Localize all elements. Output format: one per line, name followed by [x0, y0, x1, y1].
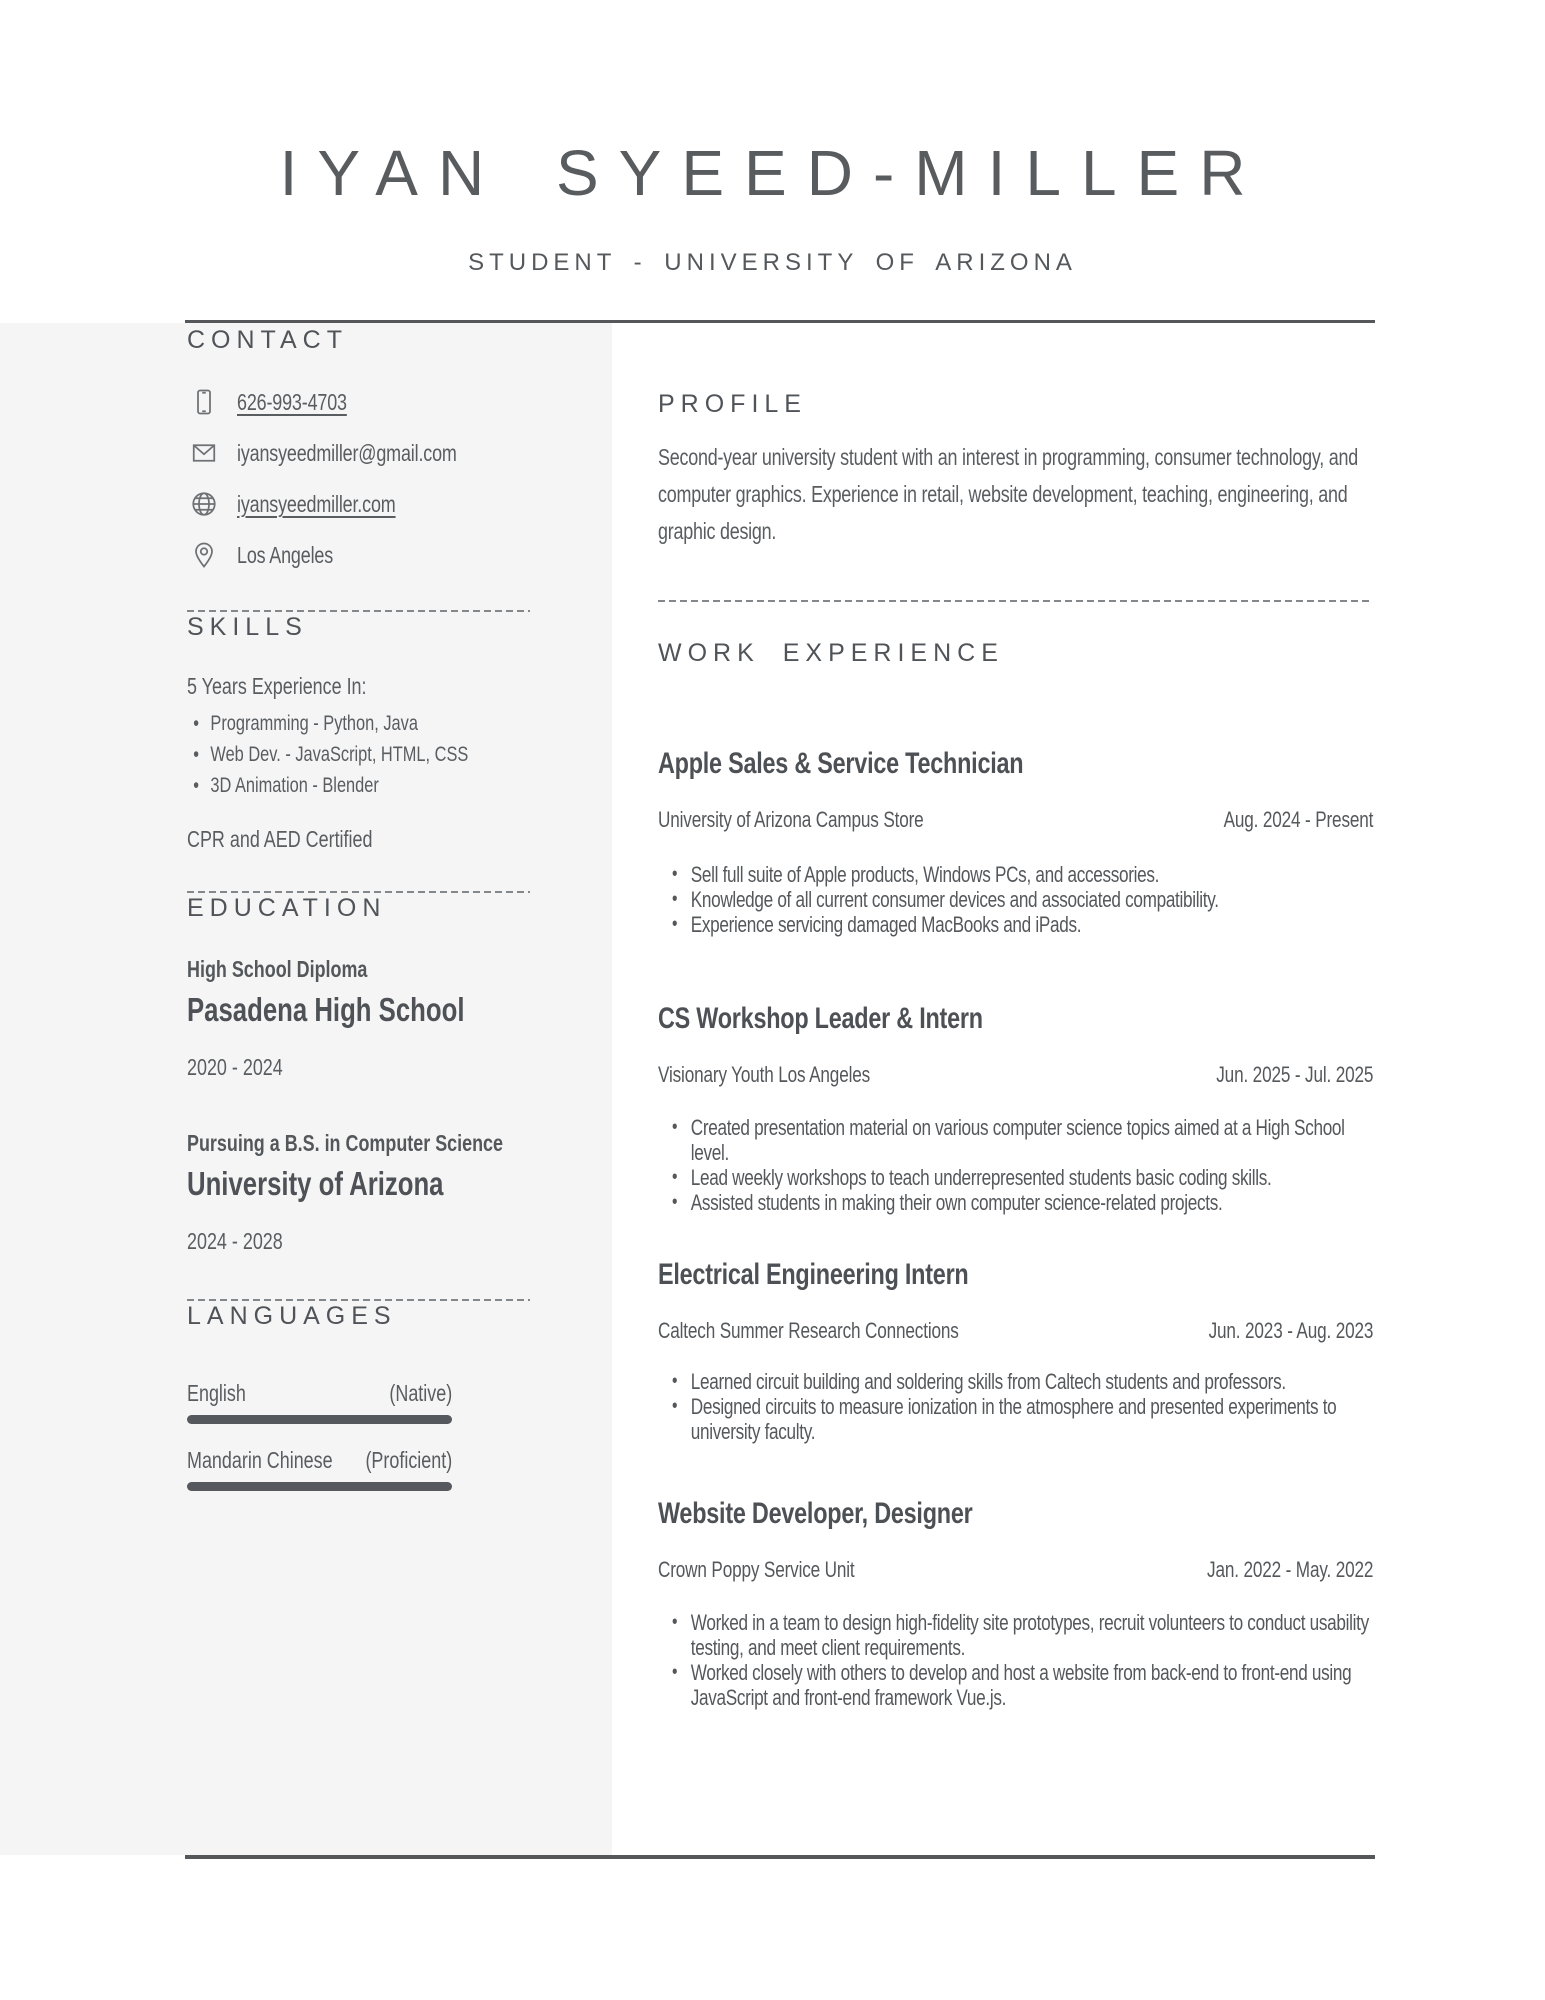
language-name: English	[187, 1380, 246, 1406]
job-title: Electrical Engineering Intern	[658, 1258, 969, 1291]
location-text: Los Angeles	[237, 542, 334, 568]
main-column	[658, 325, 1373, 1710]
contact-row-phone	[187, 383, 530, 421]
job-meta-row	[658, 1061, 1373, 1089]
language-level: (Native)	[389, 1380, 453, 1406]
globe-icon	[187, 487, 221, 521]
skill-item: • 3D Animation - Blender	[210, 770, 545, 801]
skills-intro: 5 Years Experience In:	[187, 673, 367, 699]
language-row	[187, 1446, 452, 1474]
education-heading: EDUCATION	[187, 894, 387, 922]
work-experience-heading: WORK EXPERIENCE	[658, 639, 1004, 667]
email-text: iyansyeedmiller@gmail.com	[237, 440, 457, 466]
job-meta-row	[658, 1317, 1373, 1345]
education-dates: 2024 - 2028	[187, 1228, 283, 1254]
envelope-icon	[187, 436, 221, 470]
job-bullet-list	[658, 862, 1373, 937]
job-bullet: • Worked closely with others to develop and host a website from back-end to front-end using JavaScript and front-end framework Vue.js.	[691, 1660, 1374, 1710]
education-dates: 2020 - 2024	[187, 1054, 283, 1080]
contact-heading: CONTACT	[187, 326, 348, 354]
language-proficiency-bar	[187, 1482, 452, 1491]
job-title: Apple Sales & Service Technician	[658, 747, 1024, 780]
languages-heading: LANGUAGES	[187, 1302, 397, 1330]
job-company: Visionary Youth Los Angeles	[658, 1062, 871, 1087]
job-company: Crown Poppy Service Unit	[658, 1557, 855, 1582]
person-name: IYAN SYEED-MILLER	[279, 137, 1266, 209]
contact-row-location	[187, 536, 530, 574]
language-proficiency-bar	[187, 1415, 452, 1424]
skills-list	[187, 708, 546, 801]
language-row	[187, 1379, 452, 1407]
contact-row-email	[187, 434, 530, 472]
location-pin-icon	[187, 538, 221, 572]
main-dashed-divider	[658, 600, 1373, 602]
job-bullet: • Learned circuit building and soldering skills from Caltech students and professors.	[691, 1369, 1374, 1394]
profile-heading: PROFILE	[658, 390, 807, 418]
language-level: (Proficient)	[365, 1447, 453, 1473]
job-bullet: • Assisted students in making their own computer science-related projects.	[691, 1190, 1374, 1215]
person-subtitle: STUDENT - UNIVERSITY OF ARIZONA	[468, 249, 1077, 276]
profile-text: Second-year university student with an interest in programming, consumer technology, and computer graphics. Experience in retail, website development, teaching, engineering, and graphic design.	[658, 444, 1359, 544]
job-bullet: • Worked in a team to design high-fidelity site prototypes, recruit volunteers to conduct usability testing, and meet client requirements.	[691, 1610, 1374, 1660]
smartphone-icon	[187, 385, 221, 419]
job-company: University of Arizona Campus Store	[658, 807, 924, 832]
skills-heading: SKILLS	[187, 613, 308, 641]
job-title: Website Developer, Designer	[658, 1497, 973, 1530]
education-degree: Pursuing a B.S. in Computer Science	[187, 1130, 504, 1156]
website-link[interactable]: iyansyeedmiller.com	[237, 491, 396, 517]
skill-item: • Programming - Python, Java	[210, 708, 545, 739]
job-bullet: • Sell full suite of Apple products, Windows PCs, and accessories.	[691, 862, 1374, 887]
footer-divider-rule	[185, 1855, 1375, 1859]
job-meta-row	[658, 806, 1373, 834]
language-name: Mandarin Chinese	[187, 1447, 333, 1473]
job-bullet: • Created presentation material on various computer science topics aimed at a High School level.	[691, 1115, 1374, 1165]
education-degree: High School Diploma	[187, 956, 368, 982]
job-dates: Jun. 2025 - Jul. 2025	[1216, 1062, 1374, 1087]
job-bullet-list	[658, 1369, 1373, 1444]
header	[0, 0, 1545, 278]
education-school: Pasadena High School	[187, 991, 465, 1028]
job-dates: Jan. 2022 - May. 2022	[1207, 1557, 1374, 1582]
contact-list	[187, 383, 530, 574]
job-dates: Jun. 2023 - Aug. 2023	[1208, 1318, 1374, 1343]
job-dates: Aug. 2024 - Present	[1223, 807, 1374, 832]
phone-link[interactable]: 626-993-4703	[237, 389, 347, 415]
job-company: Caltech Summer Research Connections	[658, 1318, 959, 1343]
education-school: University of Arizona	[187, 1165, 444, 1202]
contact-row-website	[187, 485, 530, 523]
job-bullet-list	[658, 1610, 1373, 1710]
job-bullet: • Experience servicing damaged MacBooks and iPads.	[691, 912, 1374, 937]
job-meta-row	[658, 1556, 1373, 1584]
skills-note: CPR and AED Certified	[187, 826, 373, 852]
sidebar	[187, 325, 530, 1491]
job-bullet: • Lead weekly workshops to teach underrepresented students basic coding skills.	[691, 1165, 1374, 1190]
job-title: CS Workshop Leader & Intern	[658, 1002, 983, 1035]
job-bullet-list	[658, 1115, 1373, 1215]
job-bullet: • Knowledge of all current consumer devices and associated compatibility.	[691, 887, 1374, 912]
job-bullet: • Designed circuits to measure ionization in the atmosphere and presented experiments to university faculty.	[691, 1394, 1374, 1444]
skill-item: • Web Dev. - JavaScript, HTML, CSS	[210, 739, 545, 770]
